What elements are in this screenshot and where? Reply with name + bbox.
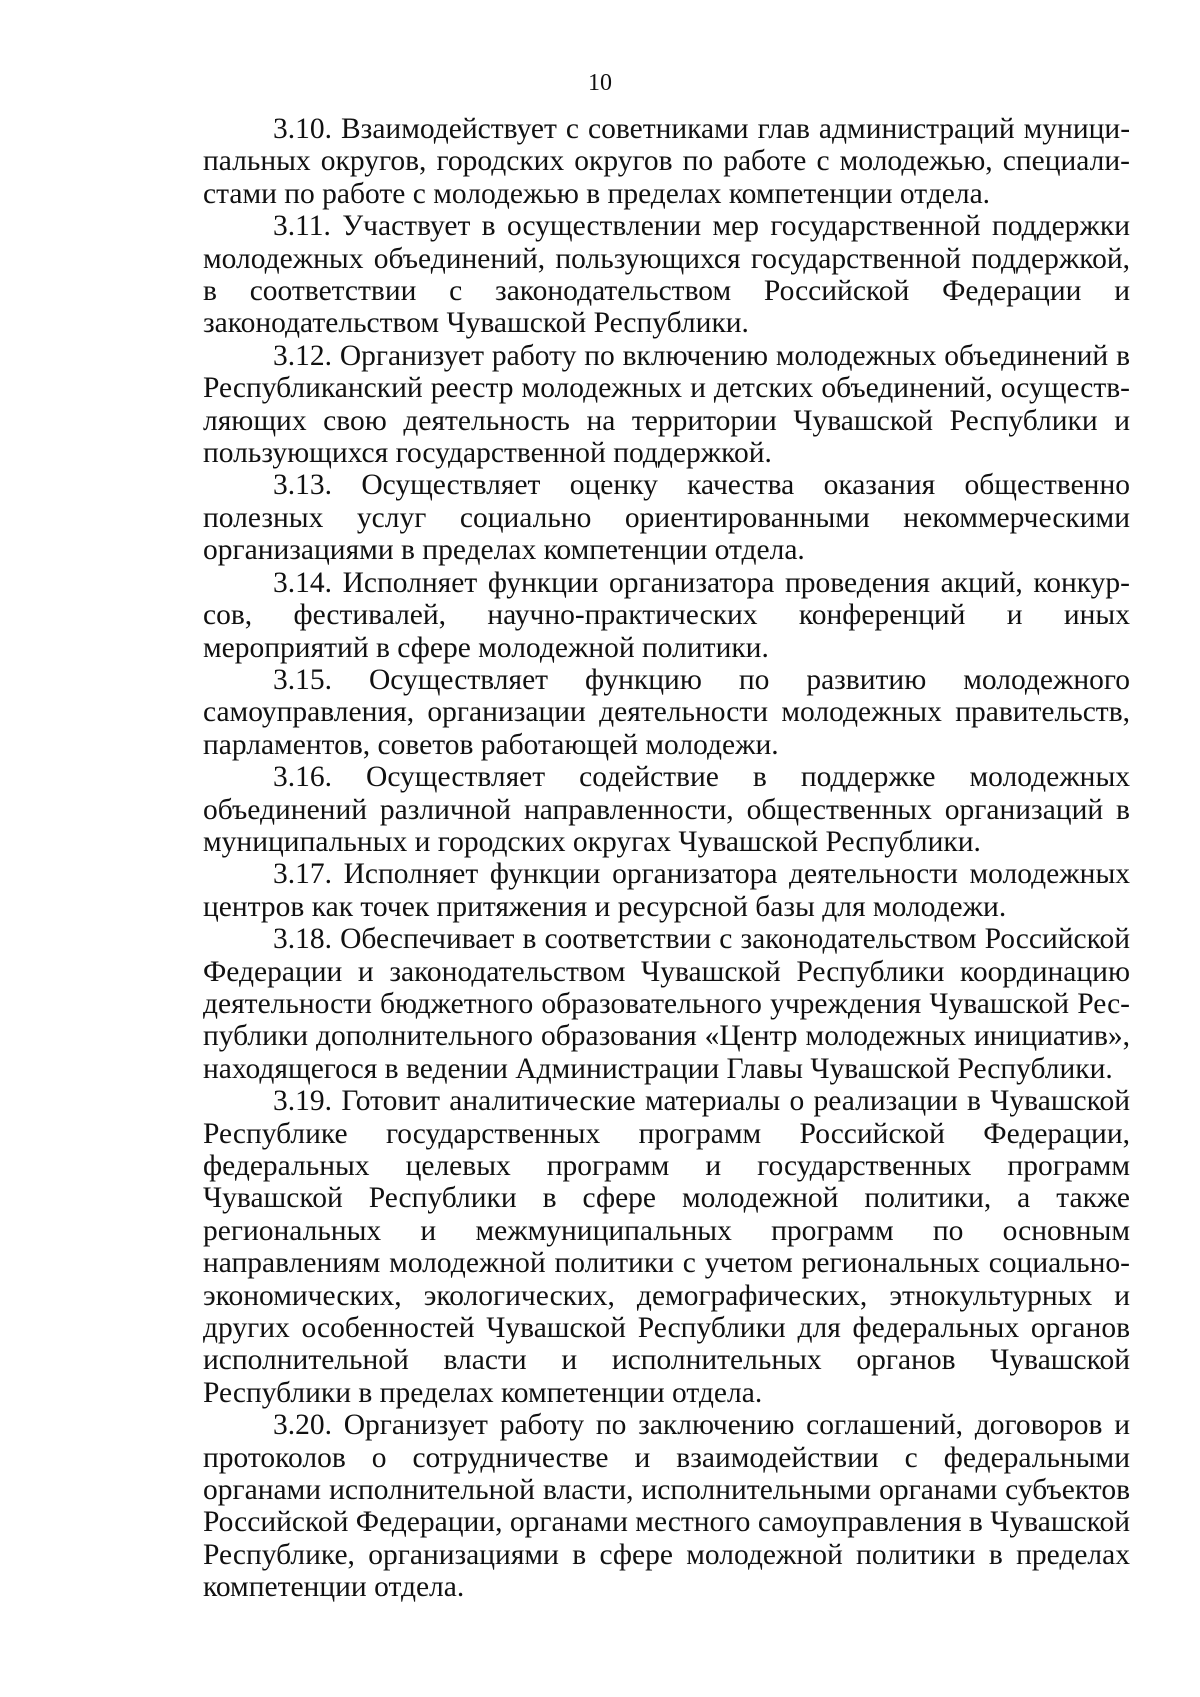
paragraph-3-19 [203,1085,1130,1409]
paragraph-number: 3.16. [273,761,332,794]
paragraph-text: Участвует в осуществлении мер государственной поддержки молодежных объединений, пользующихся государственной поддержкой, в соответствии с законодательством Российской Федерации и законодательством Чувашской Республики. [203,210,1130,340]
paragraph-text: Организует работу по заключению соглашений, договоров и протоколов о сотрудничестве и взаимодействии с федеральными органами исполнительной власти, исполнительными органами субъектов Российской Федерации, органами местного самоуправления в Чувашской Республике, организациями в сфере молодежной политики в пределах компетенции отдела. [203,1409,1131,1604]
paragraph-number: 3.12. [273,339,332,372]
paragraph-3-10 [203,113,1130,210]
paragraph-number: 3.14. [273,566,332,599]
paragraph-3-16 [203,761,1130,858]
paragraph-text: Организует работу по включению молодежных объединений в Республиканский реестр молодежных и детских объединений, осуществляющих свою деятельность на территории Чувашской Республики и пользующихся государственной поддержкой. [203,339,1130,470]
paragraph-text: Осуществляет функцию по развитию молодежного самоуправления, организации деятельности молодежных правительств, парламентов, советов работающей молодежи. [203,663,1130,761]
paragraph-text: Осуществляет оценку качества оказания общественно полезных услуг социально ориентированными некоммерческими организациями в пределах компетенции отдела. [203,469,1130,567]
paragraph-text: Обеспечивает в соответствии с законодательством Российской Федерации и законодательством Чувашской Республики координацию деятельности бюджетного образовательного учреждения Чувашской Республики дополнительного образования «Центр молодежных инициатив», находящегося в ведении Администрации Главы Чувашской Республики. [203,923,1131,1085]
paragraph-number: 3.11. [273,210,331,243]
paragraph-number: 3.19. [273,1085,332,1118]
paragraph-text: Осуществляет содействие в поддержке молодежных объединений различной направленности, общественных организаций в муниципальных и городских округах Чувашской Республики. [203,761,1131,858]
paragraph-3-15 [203,664,1130,761]
document-body [203,113,1130,1604]
paragraph-text: Взаимодействует с советниками глав администраций муниципальных округов, городских округов по работе с молодежью, специалистами по работе с молодежью в пределах компетенции отдела. [203,113,1131,210]
paragraph-number: 3.17. [273,858,332,891]
paragraph-number: 3.20. [273,1409,332,1442]
paragraph-number: 3.10. [273,113,332,145]
paragraph-text: Исполняет функции организатора проведения акций, конкурсов, фестивалей, научно-практических конференций и иных мероприятий в сфере молодежной политики. [203,566,1130,664]
paragraph-text: Исполняет функции организатора деятельности молодежных центров как точек притяжения и ресурсной базы для молодежи. [203,858,1131,923]
paragraph-number: 3.15. [273,663,332,696]
paragraph-3-12 [203,340,1130,470]
paragraph-3-13 [203,469,1130,566]
paragraph-3-20 [203,1409,1130,1603]
paragraph-3-18 [203,923,1130,1085]
paragraph-3-17 [203,858,1130,923]
paragraph-number: 3.18. [273,923,332,956]
paragraph-3-14 [203,567,1130,664]
paragraph-3-11 [203,210,1130,340]
paragraph-number: 3.13. [273,469,332,502]
page-number: 10 [588,70,612,96]
paragraph-text: Готовит аналитические материалы о реализации в Чувашской Республике государственных программ Российской Федерации, федеральных целевых программ и государственных программ Чувашской Республики в сфере молодежной политики, а также региональных и межмуниципальных программ по основным направлениям молодежной политики с учетом региональных социально-экономических, экологических, демографических, этнокультурных и других особенностей Чувашской Республики для федеральных органов исполнительной власти и исполнительных органов Чувашской Республики в пределах компетенции отдела. [203,1085,1130,1409]
